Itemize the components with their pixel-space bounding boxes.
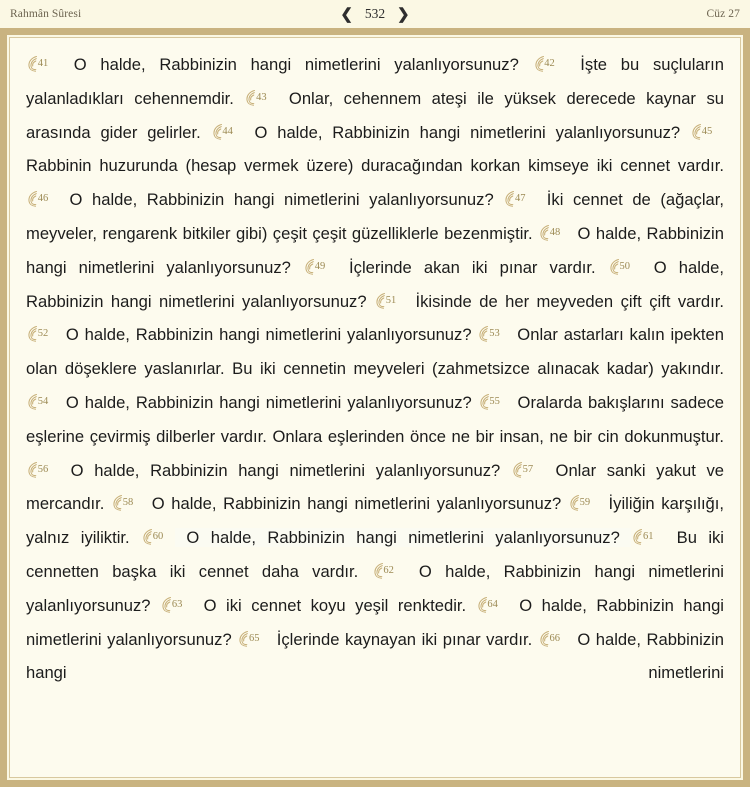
ayah-number: 64 — [487, 598, 498, 610]
page-frame-inner — [9, 37, 741, 778]
page-number[interactable]: 532 — [364, 6, 386, 21]
verse-text[interactable]: O halde, Rabbinizin hangi nimetlerini yalanlıyorsunuz? — [60, 55, 533, 74]
verse-text[interactable]: O halde, Rabbinizin hangi nimetlerini yalanlıyorsunuz? — [26, 223, 724, 277]
verse-text[interactable]: Onlar sanki yakut ve mercandır. — [26, 460, 724, 514]
page-navigator — [340, 6, 409, 22]
verse-text[interactable]: O halde, Rabbinizin hangi nimetlerini yalanlıyorsunuz? — [26, 257, 724, 311]
ayah-number: 51 — [385, 294, 397, 306]
verse-text[interactable]: O iki cennet koyu yeşil renktedir. — [194, 595, 476, 615]
ayah-number: 45 — [701, 125, 713, 137]
ayah-number: 53 — [489, 328, 500, 340]
verse-text[interactable]: O halde, Rabbinizin hangi nimetlerini yalanlıyorsunuz? — [60, 392, 478, 412]
ayah-marker[interactable] — [27, 54, 59, 73]
ayah-marker[interactable] — [238, 629, 270, 648]
verse-text[interactable]: İçlerinde kaynayan iki pınar vardır. — [271, 629, 538, 649]
ayah-number: 44 — [222, 125, 233, 137]
ayah-number: 58 — [122, 497, 134, 509]
ayah-marker[interactable] — [539, 223, 571, 242]
verse-text[interactable]: O halde, Rabbinizin hangi nimetlerini yalanlıyorsunuz? — [60, 460, 511, 480]
verse-text[interactable]: Onlar, cehennem ateşi ile yüksek derecede kaynar su arasında gider gelirler. — [26, 88, 724, 142]
ayah-marker[interactable] — [142, 527, 174, 546]
ayah-marker[interactable] — [478, 324, 510, 343]
ayah-number: 63 — [171, 598, 183, 610]
verse-text[interactable]: İyiliğin karşılığı, yalnız iyiliktir. — [26, 494, 725, 548]
ayah-marker[interactable] — [632, 527, 664, 546]
verse-text-body — [10, 38, 740, 724]
ayah-marker[interactable] — [112, 493, 144, 512]
ayah-marker[interactable] — [477, 595, 509, 614]
page-frame — [0, 28, 750, 787]
ayah-marker[interactable] — [691, 122, 723, 141]
verse-text[interactable]: O halde, Rabbinizin hangi nimetlerini yalanlıyorsunuz? — [244, 122, 690, 142]
ayah-number: 57 — [522, 463, 534, 475]
verse-text[interactable]: İkisinde de her meyveden çift çift vardır. — [408, 291, 724, 311]
verse-text[interactable]: O halde, Rabbinizin hangi nimetlerini yalanlıyorsunuz? — [60, 190, 504, 210]
verse-text[interactable]: O halde, Rabbinizin hangi nimetlerini — [26, 629, 724, 683]
ayah-number: 65 — [248, 632, 260, 644]
verse-text[interactable]: Onlar astarları kalın ipekten olan döşeklere yaslanırlar. Bu iki cennetin meyveleri (zahmetsizce alınacak kadar) yakındır. — [26, 325, 724, 379]
page-header — [0, 0, 750, 28]
ayah-marker[interactable] — [609, 257, 641, 276]
ayah-marker[interactable] — [479, 392, 511, 411]
verse-text[interactable]: O halde, Rabbinizin hangi nimetlerini yalanlıyorsunuz? — [26, 561, 724, 615]
verse-text[interactable]: O halde, Rabbinizin hangi nimetlerini yalanlıyorsunuz? — [145, 494, 568, 514]
ayah-marker[interactable] — [161, 595, 193, 614]
verse-text[interactable]: İçlerinde akan iki pınar vardır. — [336, 257, 608, 277]
surah-name: Rahmân Sûresi — [10, 8, 82, 20]
ayah-number: 52 — [37, 328, 49, 340]
ayah-number: 41 — [37, 58, 49, 69]
ayah-marker[interactable] — [212, 122, 244, 141]
ayah-marker[interactable] — [304, 257, 336, 276]
ayah-marker[interactable] — [375, 291, 407, 310]
ayah-number: 46 — [37, 193, 49, 205]
ayah-number: 48 — [549, 226, 561, 238]
ayah-number: 56 — [37, 463, 49, 475]
ayah-marker[interactable] — [512, 460, 544, 479]
ayah-number: 61 — [642, 531, 654, 543]
ayah-marker[interactable] — [569, 493, 601, 512]
ayah-number: 49 — [314, 260, 326, 272]
verse-text[interactable]: İki cennet de (ağaçlar, meyveler, rengarenk bitkiler gibi) çeşit çeşit güzelliklerle bezenmiştir. — [26, 190, 724, 243]
verse-text[interactable]: Bu iki cennetten başka iki cennet daha vardır. — [26, 528, 724, 581]
chevron-left-icon[interactable]: ❮ — [340, 5, 353, 23]
ayah-number: 66 — [549, 632, 561, 644]
verse-text[interactable]: O halde, Rabbinizin hangi nimetlerini yalanlıyorsunuz? — [60, 325, 478, 345]
ayah-marker[interactable] — [534, 54, 566, 73]
ayah-number: 62 — [383, 564, 394, 576]
ayah-number: 42 — [544, 58, 555, 69]
ayah-marker[interactable] — [27, 189, 59, 208]
ayah-number: 60 — [152, 531, 164, 543]
ayah-marker[interactable] — [245, 88, 277, 107]
juz-label: Cüz 27 — [706, 8, 740, 20]
verse-text[interactable]: O halde, Rabbinizin hangi nimetlerini yalanlıyorsunuz? — [26, 595, 724, 649]
ayah-number: 59 — [579, 497, 591, 509]
ayah-number: 54 — [37, 395, 49, 407]
ayah-number: 50 — [619, 260, 630, 272]
ayah-number: 43 — [256, 91, 267, 103]
chevron-right-icon[interactable]: ❯ — [397, 5, 410, 23]
ayah-marker[interactable] — [539, 629, 571, 648]
verse-text[interactable]: O halde, Rabbinizin hangi nimetlerini yalanlıyorsunuz? — [175, 528, 632, 548]
ayah-marker[interactable] — [27, 392, 59, 411]
ayah-marker[interactable] — [504, 189, 536, 208]
ayah-marker[interactable] — [27, 324, 59, 343]
verse-text[interactable]: İşte bu suçluların yalanladıkları cehennemdir. — [26, 55, 724, 108]
verse-text[interactable]: Oralarda bakışlarını sadece eşlerine çevirmiş dilberler vardır. Onlara eşlerinden önce ne bir insan, ne bir cin dokunmuştur. — [26, 392, 724, 446]
ayah-number: 47 — [515, 193, 526, 205]
ayah-marker[interactable] — [27, 460, 59, 479]
verse-text[interactable]: Rabbinin huzurunda (hesap vermek üzere) duracağından korkan kimseye iki cennet vardır. — [26, 156, 724, 176]
ayah-number: 55 — [489, 395, 500, 407]
ayah-marker[interactable] — [373, 561, 405, 580]
